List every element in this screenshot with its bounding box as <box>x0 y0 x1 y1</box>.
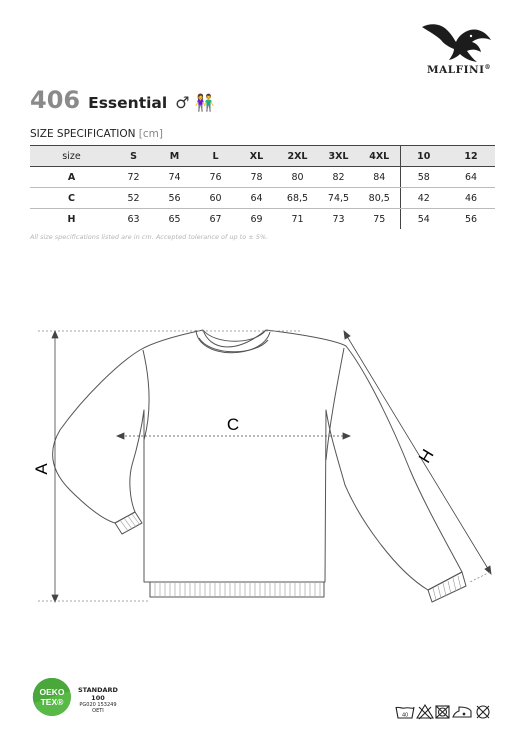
oeko-number: 100 <box>91 694 105 702</box>
table-cell: 64 <box>236 188 277 209</box>
malfini-eagle-icon <box>418 18 494 64</box>
table-cell: 82 <box>318 167 359 188</box>
dim-c-arrow-right <box>343 433 350 439</box>
column-header: 3XL <box>318 146 359 167</box>
dim-c-label: C <box>226 415 240 434</box>
table-cell: 76 <box>195 167 236 188</box>
care-symbols <box>395 703 495 721</box>
table-cell: 74 <box>154 167 195 188</box>
column-header: M <box>154 146 195 167</box>
row-label: A <box>30 167 113 188</box>
brand-name: MALFINI® <box>426 64 492 76</box>
column-header: 4XL <box>359 146 400 167</box>
sweatshirt-diagram <box>0 315 511 615</box>
table-cell: 46 <box>447 188 495 209</box>
table-cell: 74,5 <box>318 188 359 209</box>
table-cell: 52 <box>113 188 154 209</box>
table-cell: 56 <box>464 213 478 225</box>
column-header: 2XL <box>277 146 318 167</box>
product-name: Essential <box>88 94 168 112</box>
tolerance-note: All size specifications listed are in cm. Accepted tolerance of up to ± 5%. <box>30 233 269 241</box>
sweatshirt-outline <box>53 330 462 590</box>
unit-label: [cm] <box>138 128 163 140</box>
oeko-code: PG020 153249 <box>79 702 117 708</box>
oeko-badge-top: OEKO <box>39 687 65 697</box>
dim-h-arrow-top <box>344 331 350 339</box>
oeko-tex-badge-icon <box>32 677 72 717</box>
table-cell: 80,5 <box>359 188 400 209</box>
table-row <box>30 188 495 209</box>
no-dry-clean-icon <box>477 706 489 718</box>
no-bleach-icon <box>417 705 433 719</box>
table-cell: 72 <box>113 167 154 188</box>
table-cell: 75 <box>373 213 386 225</box>
gender-icons: ♂ 👫 <box>175 93 215 112</box>
dim-c-arrow-left <box>117 433 124 439</box>
table-cell: 69 <box>250 213 263 225</box>
oeko-badge-bottom: TEX® <box>40 697 64 707</box>
product-code: 406 <box>30 86 81 114</box>
row-label: H <box>67 213 76 225</box>
column-header: S <box>113 146 154 167</box>
table-row <box>30 167 495 188</box>
column-header: L <box>195 146 236 167</box>
table-cell: 73 <box>332 213 345 225</box>
wash-40-icon <box>396 707 414 719</box>
table-cell: 58 <box>400 167 447 188</box>
table-cell: 67 <box>209 213 222 225</box>
table-cell: 63 <box>127 213 140 225</box>
table-cell: 84 <box>359 167 400 188</box>
raglan-seam-right <box>326 348 344 460</box>
column-header: size <box>30 146 113 167</box>
dim-h-label: H <box>414 446 438 467</box>
left-cuff <box>115 512 142 534</box>
oeko-tex-info <box>78 686 118 714</box>
collar-outer <box>203 330 266 347</box>
table-cell: 56 <box>154 188 195 209</box>
table-cell: 60 <box>195 188 236 209</box>
column-header: 10 <box>400 146 447 167</box>
table-cell: 78 <box>236 167 277 188</box>
row-label: C <box>30 188 113 209</box>
table-cell: 42 <box>400 188 447 209</box>
size-table <box>30 145 495 229</box>
table-cell: 80 <box>277 167 318 188</box>
table-cell: 64 <box>447 167 495 188</box>
dim-h-arrow-bottom <box>485 566 491 574</box>
dim-a-arrow-top <box>52 331 58 338</box>
oeko-institute: OETI <box>92 708 104 714</box>
size-spec-heading: SIZE SPECIFICATION [cm] <box>30 128 163 140</box>
hem-rib <box>150 582 324 597</box>
iron-low-icon <box>453 707 471 717</box>
product-title <box>30 86 215 116</box>
column-header: 12 <box>447 146 495 167</box>
column-header: XL <box>236 146 277 167</box>
oeko-standard: STANDARD <box>78 686 118 694</box>
table-cell: 68,5 <box>277 188 318 209</box>
wash-temp: 40 <box>401 712 409 719</box>
dim-a-label: A <box>32 463 51 475</box>
table-row <box>30 209 495 230</box>
no-tumble-dry-icon <box>436 706 449 718</box>
table-cell: 71 <box>291 213 304 225</box>
table-header-row <box>30 146 495 167</box>
table-cell: 65 <box>168 213 181 225</box>
table-cell: 54 <box>400 209 447 230</box>
